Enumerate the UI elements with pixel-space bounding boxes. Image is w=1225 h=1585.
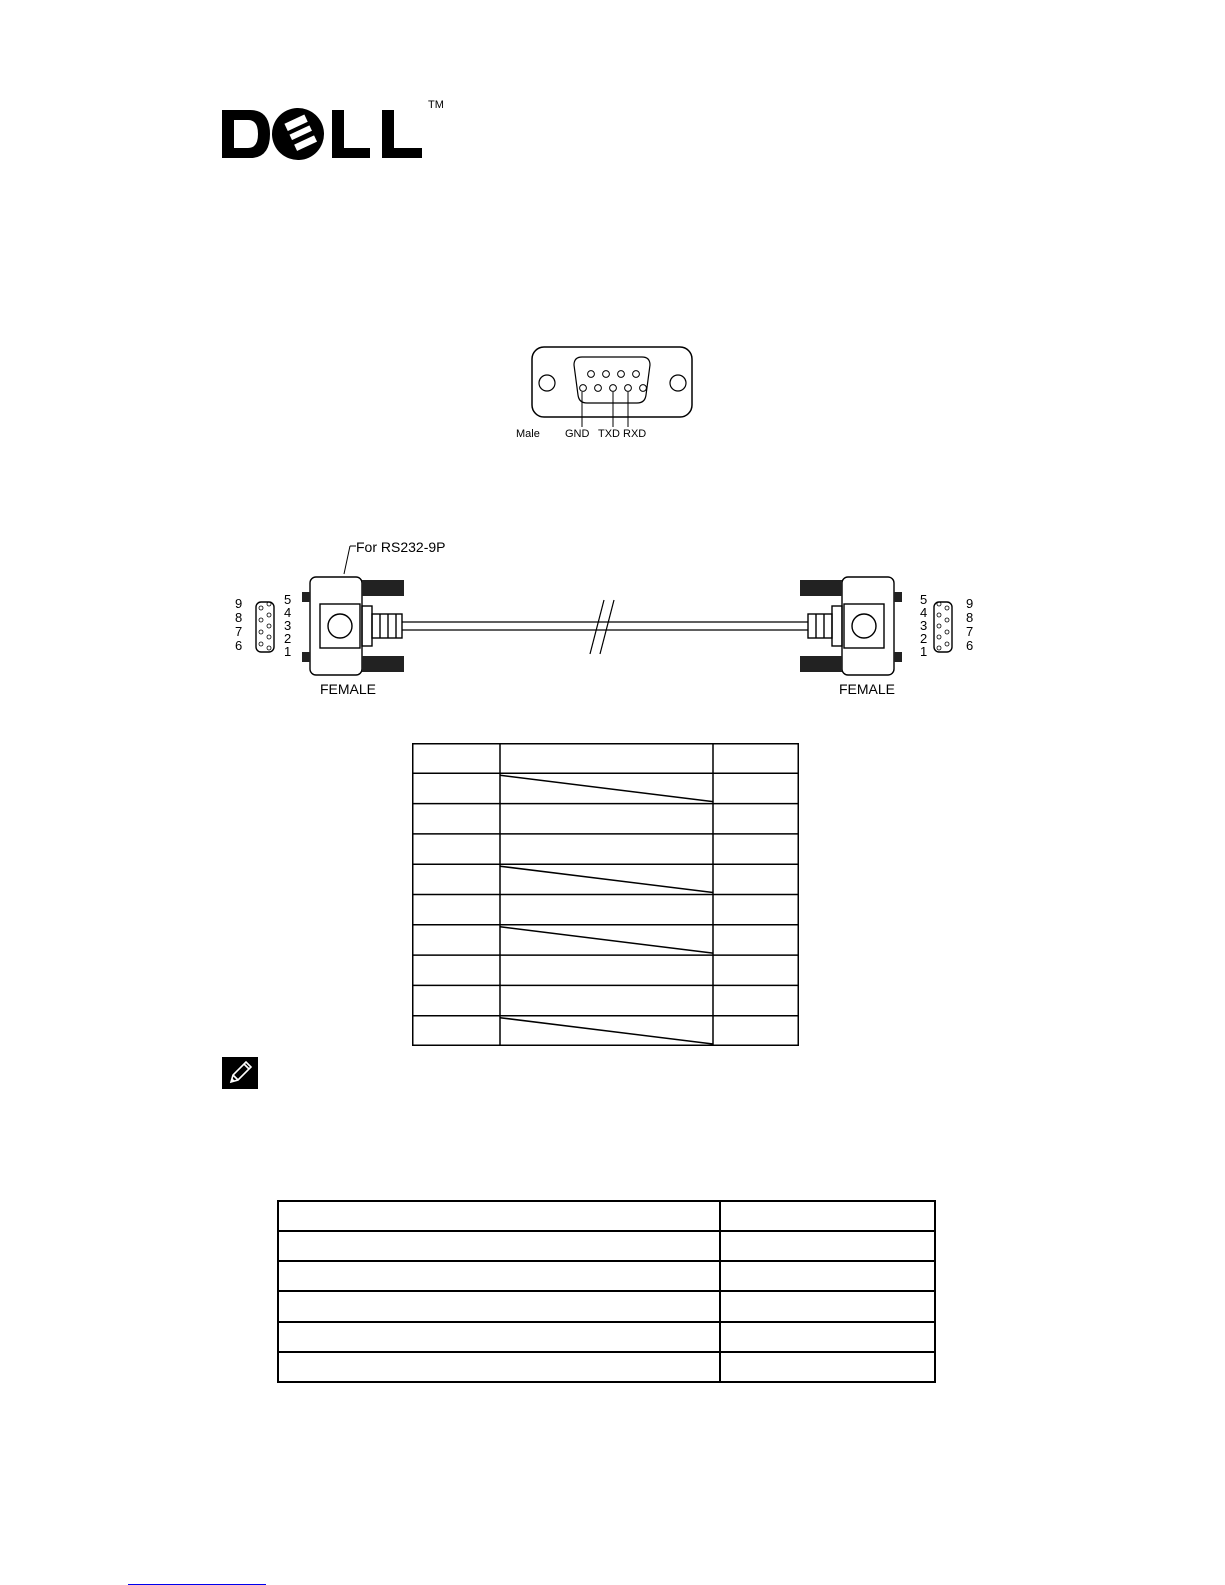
table-row [278, 1261, 935, 1291]
pin-label-rxd: RXD [623, 428, 647, 440]
table-cell [720, 1352, 935, 1382]
table-row [278, 1231, 935, 1261]
right-pins-inner: 5 4 3 2 1 [920, 592, 928, 659]
table-cell [720, 1231, 935, 1261]
settings-table [277, 1200, 936, 1383]
table-row [278, 1322, 935, 1352]
table-cell [720, 1322, 935, 1352]
table-row [278, 1352, 935, 1382]
table-cell [278, 1201, 720, 1231]
table-cell [720, 1291, 935, 1321]
table-cell [278, 1261, 720, 1291]
table-cell [278, 1291, 720, 1321]
pencil-note-icon [222, 1057, 258, 1089]
male-label: Male [516, 428, 540, 440]
table-cell [278, 1322, 720, 1352]
left-pins-inner: 5 4 3 2 1 [284, 592, 292, 659]
pin-label-gnd: GND [565, 428, 590, 440]
trademark-mark: TM [428, 99, 444, 111]
table-row [278, 1201, 935, 1231]
left-pins-outer: 9 8 7 6 [235, 596, 243, 653]
dell-logo [222, 96, 444, 162]
table-row [278, 1291, 935, 1321]
right-female-label: FEMALE [839, 681, 896, 697]
left-female-label: FEMALE [320, 681, 377, 697]
table-cell [278, 1352, 720, 1382]
crossover-wire [500, 866, 713, 892]
pin-assignment-table [412, 743, 799, 1046]
crossover-wire [500, 775, 713, 801]
cable-callout: For RS232-9P [356, 539, 446, 555]
crossover-wire [500, 927, 713, 953]
right-pins-outer: 9 8 7 6 [966, 596, 974, 653]
cable-diagram [222, 532, 987, 697]
pin-label-txd: TXD [598, 428, 620, 440]
table-cell [720, 1201, 935, 1231]
table-cell [278, 1231, 720, 1261]
crossover-wire [500, 1018, 713, 1044]
table-cell [720, 1261, 935, 1291]
